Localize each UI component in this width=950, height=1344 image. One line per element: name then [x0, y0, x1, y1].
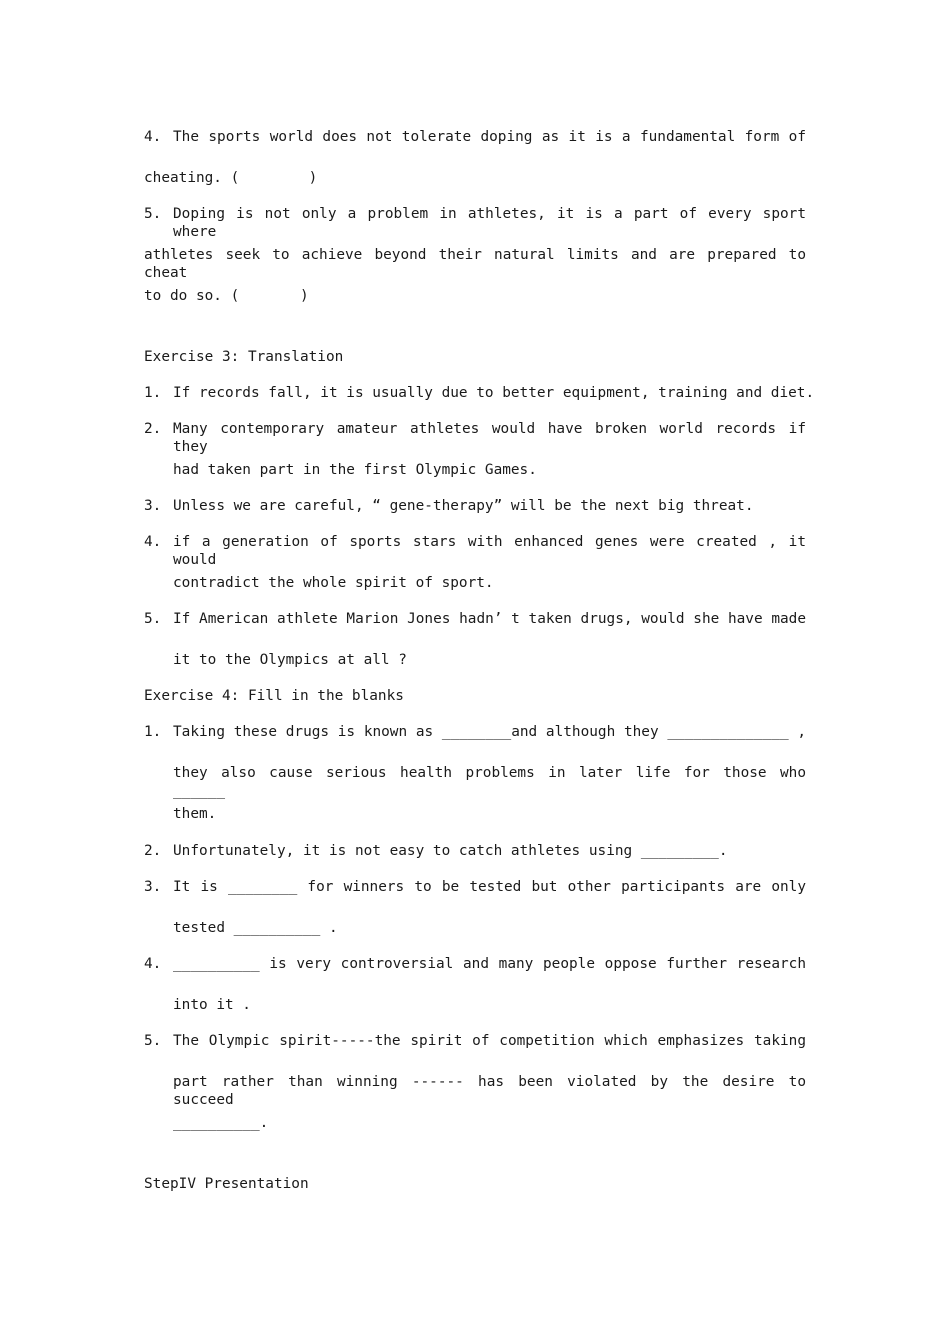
item-text: Many contemporary amateur athletes would have broken world records if they [173, 421, 806, 455]
item-text: they also cause serious health problems in later life for those who ______ [173, 765, 806, 799]
item-number: 4. [144, 956, 162, 972]
item-text: if a generation of sports stars with enhanced genes were created , it would [173, 534, 806, 568]
item-number: 4. [144, 129, 162, 145]
item-text: into it . [173, 997, 251, 1013]
item-text: __________. [173, 1115, 269, 1131]
item-text: to do so. ( ) [144, 288, 309, 304]
exercise-4-heading: Exercise 4: Fill in the blanks [144, 688, 404, 704]
item-text: Unless we are careful, “ gene-therapy” will be the next big threat. [173, 498, 754, 514]
item-text: contradict the whole spirit of sport. [173, 575, 494, 591]
item-number: 5. [144, 611, 162, 627]
exercise-3-heading: Exercise 3: Translation [144, 349, 344, 365]
item-text: The Olympic spirit-----the spirit of competition which emphasizes taking [173, 1033, 806, 1049]
item-text: had taken part in the first Olympic Games. [173, 462, 537, 478]
item-text: If American athlete Marion Jones hadn’ t taken drugs, would she have made [173, 611, 806, 627]
item-text: Doping is not only a problem in athletes, it is a part of every sport where [173, 206, 806, 240]
item-text: athletes seek to achieve beyond their natural limits and are prepared to cheat [144, 247, 806, 281]
item-number: 4. [144, 534, 162, 550]
step-heading: StepIV Presentation [144, 1176, 309, 1192]
item-number: 1. [144, 724, 162, 740]
item-number: 3. [144, 498, 162, 514]
item-text: Taking these drugs is known as ________and although they ______________ , [173, 724, 806, 740]
item-text: part rather than winning ------ has been violated by the desire to succeed [173, 1074, 806, 1108]
item-text: __________ is very controversial and many people oppose further research [173, 956, 806, 972]
item-number: 2. [144, 843, 162, 859]
item-text: It is ________ for winners to be tested but other participants are only [173, 879, 806, 895]
item-number: 1. [144, 385, 162, 401]
item-text: cheating. ( ) [144, 170, 318, 186]
item-text: tested __________ . [173, 920, 338, 936]
item-text: it to the Olympics at all ? [173, 652, 407, 668]
item-text: The sports world does not tolerate doping as it is a fundamental form of [173, 129, 806, 145]
item-number: 2. [144, 421, 162, 437]
item-text: Unfortunately, it is not easy to catch athletes using _________. [173, 843, 728, 859]
item-number: 3. [144, 879, 162, 895]
item-number: 5. [144, 1033, 162, 1049]
item-text: them. [173, 806, 217, 822]
item-text: If records fall, it is usually due to better equipment, training and diet. [173, 385, 815, 401]
item-number: 5. [144, 206, 162, 222]
